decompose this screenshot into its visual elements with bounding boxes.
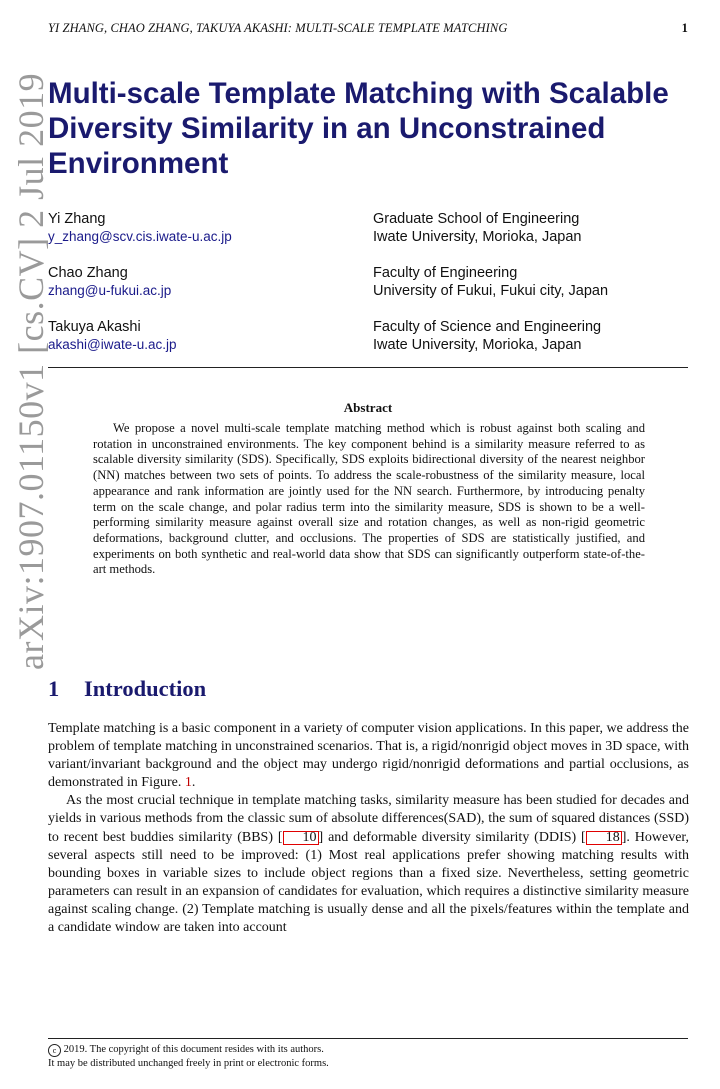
footnote-line: It may be distributed unchanged freely in print or electronic forms. — [48, 1058, 329, 1069]
author-name: Chao Zhang — [48, 265, 128, 281]
author-email-link[interactable]: zhang@u-fukui.ac.jp — [48, 283, 172, 298]
abstract-text: We propose a novel multi-scale template matching method which is robust against both scaling and rotation in unconstrained environments. The key component behind is a similarity measure referred to as scalable diversity similarity (SDS). Specifically, SDS exploits bidirectional diversity of the nearest neighbor (NN) matches between two sets of points. To address the scale-robustness of the similarity measure, local appearance and rank information are jointly used for the NN search. Furthermore, by introducing penalty term on the scale change, and polar radius term into the similarity measure, SDS is shown to be a well-performing similarity measure against overall size and rotation changes, as well as non-rigid geometric deformations, background clutter, and occlusions. The properties of SDS are statistically justified, and experiments on both synthetic and real-world data show that SDS can significantly outperform state-of-the-art methods. — [93, 421, 645, 577]
author-email-link[interactable]: y_zhang@scv.cis.iwate-u.ac.jp — [48, 229, 232, 244]
author-affiliation: Faculty of Science and Engineering — [373, 319, 602, 335]
author-affiliation: Faculty of Engineering — [373, 265, 518, 281]
header-divider — [48, 367, 688, 368]
footnote-line: 2019. The copyright of this document resides with its authors. — [63, 1044, 324, 1055]
copyright-footnote — [48, 1043, 688, 1070]
author-entry — [48, 264, 688, 318]
section-heading — [48, 676, 688, 702]
author-block — [48, 210, 688, 372]
author-affiliation: Iwate University, Morioka, Japan — [373, 229, 582, 245]
figure-ref-link[interactable]: 1 — [184, 775, 192, 791]
author-affiliation: Iwate University, Morioka, Japan — [373, 337, 582, 353]
paragraph: Template matching is a basic component in a variety of computer vision applications. In this paper, we address the problem of template matching in unconstrained scenarios. That is, a rigid/nonrigid object moves in 3D space, with variant/invariant background and the object may undergo rigid/nonrigid deformations and partial occlusions, as demonstrated in Figure. 1. — [48, 721, 689, 791]
paper-title: Multi-scale Template Matching with Scalable Diversity Similarity in an Unconstrained Environment — [48, 77, 669, 180]
arxiv-stamp: arXiv:1907.01150v1 [cs.CV] 2 Jul 2019 — [11, 72, 51, 670]
citation-link[interactable]: 10 — [283, 831, 319, 845]
running-head-text: YI ZHANG, CHAO ZHANG, TAKUYA AKASHI: MULTI-SCALE TEMPLATE MATCHING — [48, 21, 508, 35]
section-number: 1 — [48, 676, 60, 701]
page-number: 1 — [681, 21, 688, 35]
citation-link[interactable]: 18 — [586, 831, 622, 845]
author-name: Yi Zhang — [48, 211, 106, 227]
body-text — [48, 720, 689, 937]
author-entry — [48, 318, 688, 372]
author-entry — [48, 210, 688, 264]
running-head — [48, 21, 688, 36]
author-affiliation: Graduate School of Engineering — [373, 211, 580, 227]
author-name: Takuya Akashi — [48, 319, 141, 335]
abstract-heading: Abstract — [343, 400, 393, 415]
paragraph: As the most crucial technique in template matching tasks, similarity measure has been studied for decades and yields in various methods from the classic sum of absolute differences(SAD), the sum of squared distances (SSD) to recent best buddies similarity (BBS) [ 10 ] and deformable diversity similarity (DDIS) [ 18 ]. However, several aspects still need to be improved: (1) Most real applications prefer showing matching results with bounding boxes in variable sizes to include object regions than a fixed size. Nevertheless, setting geometric parameters can result in an expansion of candidates for evaluation, which requires a distinctive similarity measure against scaling change. (2) Template matching is usually dense and all the pixels/features within the template and a candidate window are taken into account — [48, 793, 690, 936]
author-email-link[interactable]: akashi@iwate-u.ac.jp — [48, 337, 177, 352]
footnote-divider — [48, 1038, 688, 1039]
author-affiliation: University of Fukui, Fukui city, Japan — [373, 283, 609, 299]
copyright-icon: c — [48, 1044, 61, 1057]
section-title: Introduction — [84, 676, 207, 701]
